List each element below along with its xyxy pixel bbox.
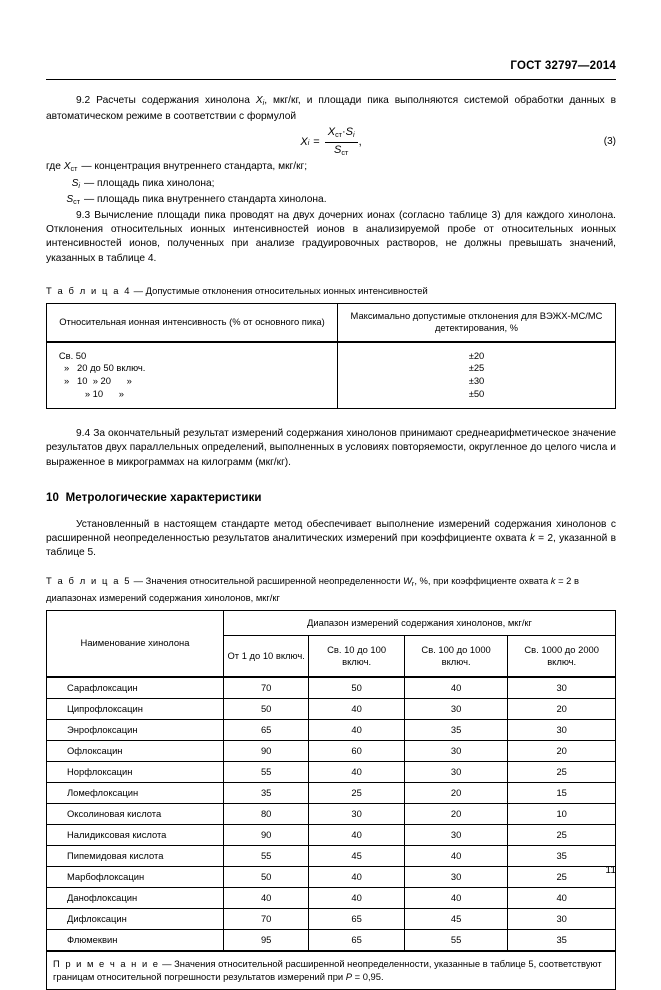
table-5-caption-label: Т а б л и ц а 5 — [46, 575, 132, 587]
uncertainty-value: 25 — [309, 782, 405, 803]
definition-text — [80, 193, 616, 209]
clause-9-2-variable-sub: i — [262, 98, 265, 108]
uncertainty-value: 50 — [309, 677, 405, 699]
uncertainty-value: 30 — [404, 824, 508, 845]
table-4 — [46, 303, 616, 409]
table-4-level-line: » 10 » — [51, 387, 124, 399]
definition-symbol — [46, 177, 80, 193]
uncertainty-value: 70 — [224, 677, 309, 699]
uncertainty-value: 40 — [309, 824, 405, 845]
table-4-header-cell: Относительная ионная интенсивность (% от основного пика) — [47, 303, 338, 342]
uncertainty-value: 45 — [404, 908, 508, 929]
formula-den-sub: ст — [341, 147, 349, 157]
formula-number: (3) — [603, 136, 616, 148]
uncertainty-value: 55 — [224, 845, 309, 866]
table-5-caption — [46, 574, 616, 603]
table-row — [47, 908, 616, 929]
uncertainty-value: 35 — [508, 929, 616, 951]
uncertainty-value: 30 — [508, 677, 616, 699]
uncertainty-value: 40 — [404, 887, 508, 908]
table-4-deviation-line: ±20 — [468, 349, 485, 361]
definition-description: концентрация внутреннего стандарта, мкг/кг; — [94, 161, 308, 173]
table-row — [47, 342, 616, 409]
formula-num-var2: S — [345, 125, 353, 138]
uncertainty-value: 40 — [224, 887, 309, 908]
quinolone-name: Ципрофлоксацин — [47, 698, 224, 719]
uncertainty-value: 30 — [508, 908, 616, 929]
definition-row — [46, 160, 616, 176]
formula-numerator — [325, 126, 358, 143]
uncertainty-value: 50 — [224, 866, 309, 887]
table-5 — [46, 610, 616, 990]
uncertainty-value: 25 — [508, 824, 616, 845]
section-10-title: Метрологические характеристики — [65, 491, 262, 504]
table-row — [47, 761, 616, 782]
table-row — [47, 929, 616, 951]
uncertainty-value: 35 — [404, 719, 508, 740]
quinolone-name: Флюмеквин — [47, 929, 224, 951]
table-5-body — [47, 677, 616, 990]
uncertainty-value: 40 — [404, 845, 508, 866]
section-10-number: 10 — [46, 491, 59, 504]
uncertainty-value: 25 — [508, 866, 616, 887]
table-4-deviation-line: ±50 — [468, 387, 485, 399]
table-4-intensity-levels — [47, 342, 338, 409]
formula-num-sub1: ст — [335, 129, 342, 139]
uncertainty-value: 30 — [404, 761, 508, 782]
formula-den-var: S — [334, 143, 342, 156]
uncertainty-value: 55 — [224, 761, 309, 782]
table-5-note — [47, 951, 616, 990]
table-4-deviation-line: ±25 — [468, 362, 485, 374]
formula-3-row — [46, 124, 616, 160]
quinolone-name: Оксолиновая кислота — [47, 803, 224, 824]
uncertainty-value: 55 — [404, 929, 508, 951]
table-5-note-inner — [53, 958, 602, 982]
table-5-range-header: От 1 до 10 включ. — [224, 635, 309, 677]
uncertainty-value: 35 — [224, 782, 309, 803]
definition-row — [46, 193, 616, 209]
uncertainty-value: 50 — [224, 698, 309, 719]
uncertainty-value: 35 — [508, 845, 616, 866]
definition-text — [80, 177, 616, 193]
table-4-caption-text: Допустимые отклонения относительных ионных интенсивностей — [145, 284, 428, 296]
definition-lead: где — [46, 161, 64, 173]
clause-9-2-paragraph — [46, 94, 616, 124]
definition-row — [46, 177, 616, 193]
formula-trailing-comma: , — [358, 136, 362, 149]
quinolone-name: Налидиксовая кислота — [47, 824, 224, 845]
table-5-range-header: Св. 1000 до 2000 включ. — [508, 635, 616, 677]
table-row — [47, 803, 616, 824]
definition-dash: — — [84, 193, 95, 205]
symbol-definition-list — [46, 160, 616, 209]
uncertainty-value: 40 — [309, 887, 405, 908]
section-10-coverage-factor: k — [529, 533, 535, 545]
table-5-head — [47, 610, 616, 677]
quinolone-name: Офлоксацин — [47, 740, 224, 761]
table-5-range-header: Св. 100 до 1000 включ. — [404, 635, 508, 677]
table-row — [47, 887, 616, 908]
table-4-header-row — [47, 303, 616, 342]
quinolone-name: Марбофлоксацин — [47, 866, 224, 887]
table-4-deviation-line: ±30 — [468, 375, 485, 387]
table-5-caption-dash: — — [131, 575, 146, 587]
table-5-caption-k: k — [550, 575, 556, 587]
table-4-caption-dash: — — [131, 284, 146, 296]
uncertainty-value: 30 — [309, 803, 405, 824]
table-row — [47, 824, 616, 845]
table-5-caption-part2: , %, при коэффициенте охвата — [414, 575, 551, 587]
table-5-caption-part3: = 2 в диапазонах измерений содержания хинолонов, мкг/кг — [46, 575, 579, 603]
uncertainty-value: 25 — [508, 761, 616, 782]
section-10-text-part1: Установленный в настоящем стандарте метод обеспечивает выполнение измерений содержания хинолонов с расширенной неопределенностью результатов аналитических измерений при коэффициенте охвата — [46, 518, 616, 545]
table-5-range-group-header: Диапазон измерений содержания хинолонов, мкг/кг — [224, 610, 616, 635]
section-10-text-part2: = 2, указанной в таблице 5. — [46, 533, 617, 559]
table-5-caption-symbol: W — [403, 575, 412, 587]
formula-equals: = — [313, 136, 320, 149]
uncertainty-value: 10 — [508, 803, 616, 824]
formula-num-var1: X — [327, 125, 336, 138]
uncertainty-value: 40 — [309, 719, 405, 740]
standard-designation: ГОСТ 32797—2014 — [510, 60, 616, 72]
quinolone-name: Сарафлоксацин — [47, 677, 224, 699]
uncertainty-value: 80 — [224, 803, 309, 824]
table-5-note-dash: — — [159, 957, 175, 969]
table-4-caption — [46, 284, 616, 297]
formula-num-dot: · — [341, 125, 346, 138]
definition-symbol — [46, 193, 80, 209]
quinolone-name: Дифлоксацин — [47, 908, 224, 929]
definition-symbol-sub: ст — [73, 196, 80, 206]
uncertainty-value: 40 — [508, 887, 616, 908]
uncertainty-value: 90 — [224, 740, 309, 761]
table-5-header-row-group — [47, 610, 616, 635]
uncertainty-value: 95 — [224, 929, 309, 951]
definition-symbol-sub: i — [78, 180, 80, 190]
uncertainty-value: 40 — [309, 698, 405, 719]
formula-lhs: X — [300, 136, 308, 149]
uncertainty-value: 20 — [404, 782, 508, 803]
table-5-note-probability-symbol: P — [345, 970, 353, 982]
quinolone-name: Ломефлоксацин — [47, 782, 224, 803]
table-5-range-header: Св. 10 до 100 включ. — [309, 635, 405, 677]
header-rule — [46, 79, 616, 80]
table-row — [47, 845, 616, 866]
formula-denominator — [331, 143, 351, 159]
clause-9-2-variable: X — [255, 95, 263, 106]
quinolone-name: Пипемидовая кислота — [47, 845, 224, 866]
formula-num-sub2: i — [352, 129, 355, 139]
quinolone-name: Энрофлоксацин — [47, 719, 224, 740]
definition-symbol — [46, 160, 77, 176]
table-4-level-line: Св. 50 — [51, 349, 87, 361]
uncertainty-value: 40 — [404, 677, 508, 699]
page-number: 11 — [605, 865, 616, 876]
quinolone-name: Норфлоксацин — [47, 761, 224, 782]
uncertainty-value: 65 — [224, 719, 309, 740]
definition-dash: — — [84, 177, 95, 189]
table-5-caption-symbol-sub: r — [411, 579, 415, 589]
definition-description: площадь пика хинолона; — [97, 177, 215, 189]
table-4-deviation-values — [338, 342, 616, 409]
quinolone-name: Данофлоксацин — [47, 887, 224, 908]
clause-9-2-suffix: , мкг/кг, и площади пика выполняются системой обработки данных в автоматическом режиме в соответствии с формулой — [46, 95, 616, 123]
table-5-name-header: Наименование хинолона — [47, 610, 224, 677]
uncertainty-value: 65 — [309, 929, 405, 951]
uncertainty-value: 20 — [404, 803, 508, 824]
definition-symbol-sub: ст — [70, 164, 78, 174]
uncertainty-value: 15 — [508, 782, 616, 803]
table-row — [47, 719, 616, 740]
definition-symbol-letter: S — [71, 177, 79, 189]
clause-9-2-prefix: 9.2 Расчеты содержания хинолона — [76, 95, 256, 106]
uncertainty-value: 40 — [309, 761, 405, 782]
clause-9-4-paragraph: 9.4 За окончательный результат измерений содержания хинолонов принимают среднеарифметическое значение результатов двух параллельных определений, выполненных в условиях повторяемости, округленное до целого числа и выраженное в микрограммах на килограмм (мкг/кг). — [46, 428, 616, 468]
uncertainty-value: 30 — [404, 740, 508, 761]
table-4-caption-label: Т а б л и ц а 4 — [46, 284, 132, 296]
table-4-level-line: » 20 до 50 включ. — [51, 362, 146, 374]
table-4-head — [47, 303, 616, 342]
table-row — [47, 782, 616, 803]
table-4-level-line: » 10 » 20 » — [51, 375, 132, 387]
table-4-body — [47, 342, 616, 409]
uncertainty-value: 40 — [309, 866, 405, 887]
table-5-note-part1: Значения относительной расширенной неопределенности, указанные в таблице 5, соответствуют границам относительной погрешности результатов измерений при — [53, 957, 602, 982]
formula-fraction — [325, 126, 358, 159]
table-row — [47, 740, 616, 761]
uncertainty-value: 30 — [508, 719, 616, 740]
table-row — [47, 698, 616, 719]
uncertainty-value: 90 — [224, 824, 309, 845]
table-5-caption-part1: Значения относительной расширенной неопределенности — [145, 575, 404, 587]
definition-symbol-letter: X — [63, 161, 71, 173]
definition-description: площадь пика внутреннего стандарта хинолона. — [97, 193, 327, 205]
table-5-note-part2: = 0,95. — [352, 970, 384, 982]
uncertainty-value: 30 — [404, 698, 508, 719]
definition-dash: — — [81, 161, 92, 173]
table-4-header-cell: Максимально допустимые отклонения для ВЭЖХ-МС/МС детектирования, % — [338, 303, 616, 342]
table-row — [47, 677, 616, 699]
table-5-note-row — [47, 951, 616, 990]
definition-symbol-letter: S — [66, 193, 74, 205]
uncertainty-value: 20 — [508, 698, 616, 719]
formula-lhs-sub: i — [307, 137, 310, 147]
uncertainty-value: 60 — [309, 740, 405, 761]
uncertainty-value: 20 — [508, 740, 616, 761]
definition-text — [77, 160, 616, 176]
uncertainty-value: 70 — [224, 908, 309, 929]
table-5-note-label: П р и м е ч а н и е — [53, 957, 160, 969]
clause-9-3-paragraph: 9.3 Вычисление площади пика проводят на двух дочерних ионах (согласно таблице 3) для каждого хинолона. Отклонения относительных ионных интенсивностей ионов в анализируемой пробе от относительных ионных интенсивностей ионов, полученных при анализе градуировочных растворов, не должны превышать значений, указанных в таблице 4. — [46, 210, 616, 264]
uncertainty-value: 65 — [309, 908, 405, 929]
uncertainty-value: 30 — [404, 866, 508, 887]
section-10-heading — [46, 492, 616, 504]
formula-3 — [300, 126, 361, 159]
section-10-paragraph — [46, 518, 616, 561]
table-row — [47, 866, 616, 887]
uncertainty-value: 45 — [309, 845, 405, 866]
